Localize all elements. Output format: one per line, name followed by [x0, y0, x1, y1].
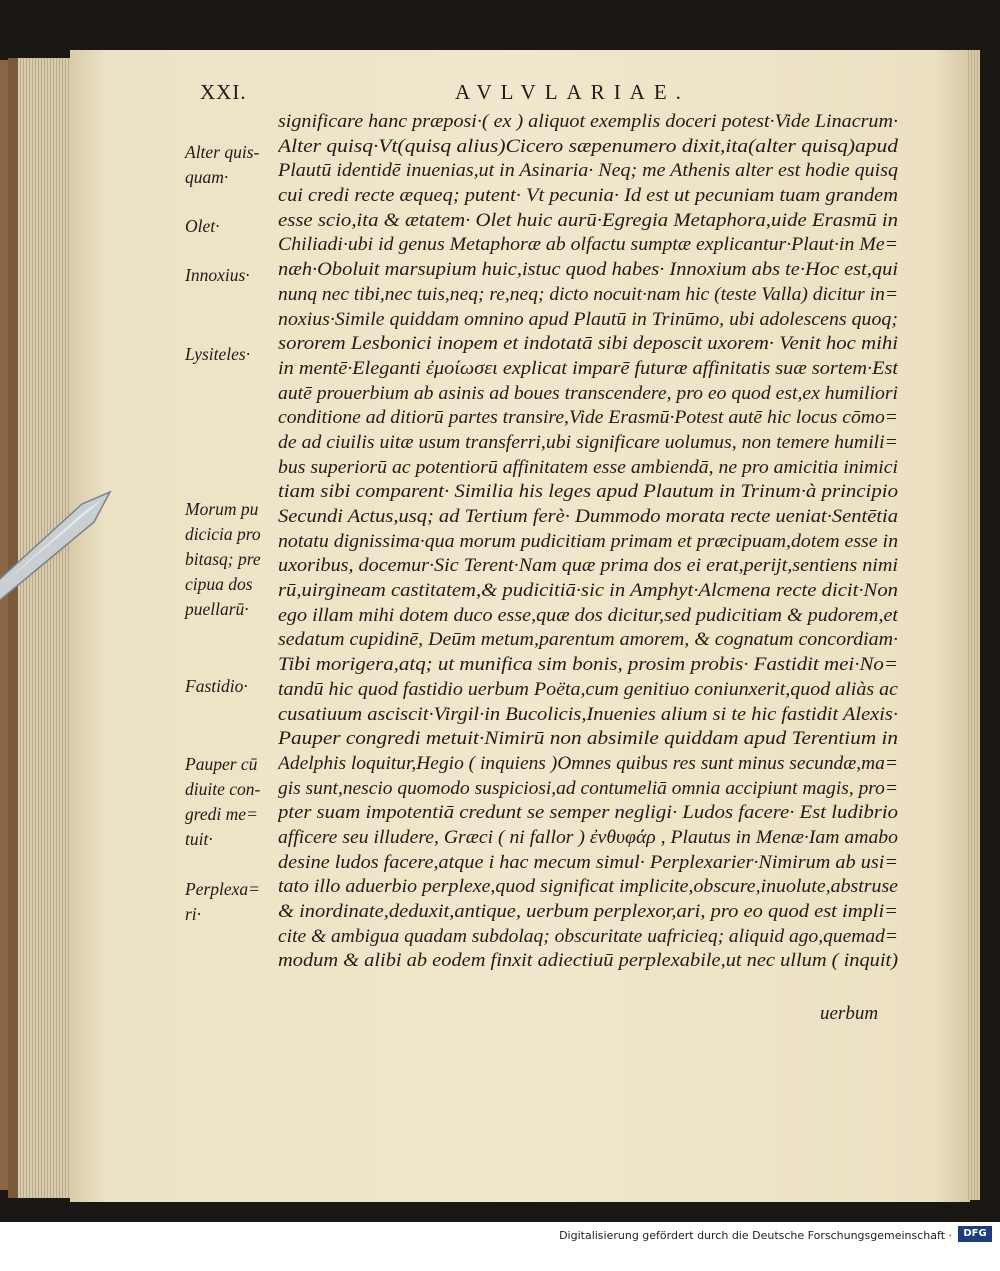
- margin-note-pauper-1: Pauper cū: [185, 754, 258, 774]
- body-line: cite & ambigua quadam subdolaq; obscuritate uafricieq; aliquid ago,quemad=: [278, 925, 898, 947]
- margin-note-alter-quisquam-1: Alter quis-: [185, 142, 260, 162]
- body-line: pter suam impotentiā credunt se semper negligi· Ludos facere· Est ludibrio: [278, 802, 898, 824]
- body-line: desine ludos facere,atque i hac mecum simul· Perplexarier·Nimirum ab usi=: [278, 851, 898, 873]
- body-line: & inordinate,deduxit,antique, uerbum perplexor,ari, pro eo quod est impli=: [278, 901, 898, 922]
- margin-note-fastidio: Fastidio·: [185, 676, 248, 696]
- body-line: autē prouerbium ab asinis ad boues transcendere, pro eo quod est,ex humiliori: [278, 382, 898, 404]
- body-line: sororem Lesbonici inopem et indotatā sibi deposcit uxorem· Venit hoc mihi: [278, 333, 898, 355]
- margin-note-morum-1: Morum pu: [185, 499, 259, 519]
- body-line: ego illam mihi dotem duco esse,quæ dos dicitur,sed pudicitiam & pudorem,et: [278, 604, 898, 626]
- body-line: tato illo aduerbio perplexe,quod significat implicite,obscure,inuolute,abstruse: [278, 876, 898, 898]
- margin-note-perplexari-1: Perplexa=: [185, 879, 260, 899]
- body-line: Chiliadi·ubi id genus Metaphoræ ab olfactu sumptæ explicantur·Plaut·in Me=: [278, 234, 898, 256]
- body-line: Secundi Actus,usq; ad Tertium ferè· Dummodo morata recte ueniat·Sentētia: [278, 506, 898, 527]
- body-line: Plautū identidē inuenias,ut in Asinaria· Neq; me Athenis alter est hodie quisq: [278, 160, 898, 182]
- margin-note-morum-5: puellarū·: [185, 599, 249, 619]
- margin-note-morum-2: dicicia pro: [185, 524, 261, 544]
- body-line: tandū hic quod fastidio uerbum Poëta,cum genitiuo coniunxerit,quod aliàs ac: [278, 678, 898, 700]
- body-line: significare hanc præposi·( ex ) aliquot exemplis doceri potest·Vide Linacrum·: [278, 111, 898, 132]
- body-line: Adelphis loquitur,Hegio ( inquiens )Omnes quibus res sunt minus secundæ,ma=: [278, 752, 898, 774]
- catchword: uerbum: [820, 1003, 879, 1024]
- body-line: nunq nec tibi,nec tuis,neq; re,neq; dicto nocuit·nam hic (teste Valla) dicitur in=: [278, 283, 898, 305]
- body-line: cui credi recte æqueq; putent· Vt pecunia· Id est ut pecuniam tuam grandem: [278, 185, 898, 207]
- body-line: uxoribus, docemur·Sic Terent·Nam quæ prima dos ei erat,perijt,sentiens nimi: [278, 555, 898, 577]
- body-line: in mentē·Eleganti ἐμοίωσει explicat imparē futuræ affinitatis suæ sortem·Est: [278, 357, 898, 379]
- body-line: notatu dignissima·qua morum pudicitiam primam et præcipuam,dotem esse in: [278, 530, 898, 552]
- body-line: afficere seu illudere, Græci ( ni fallor ) ἐνθυφάρ , Plautus in Menæ·Iam amabo: [278, 826, 898, 848]
- margin-note-perplexari-2: ri·: [185, 904, 202, 924]
- margin-note-alter-quisquam-2: quam·: [185, 167, 229, 187]
- margin-note-innoxius: Innoxius·: [185, 265, 250, 285]
- margin-note-pauper-4: tuit·: [185, 829, 213, 849]
- folio-signature: XXI.: [200, 80, 247, 104]
- body-line: esse scio,ita & ætatem· Olet huic aurū·Egregia Metaphora,uide Erasmū in: [278, 209, 898, 231]
- margin-note-pauper-2: diuite con-: [185, 779, 261, 799]
- margin-note-olet: Olet·: [185, 216, 220, 236]
- body-line: sedatum cupidinē, Deūm metum,parentum amorem, & cognatum concordiam·: [278, 629, 898, 651]
- body-line: Tibi morigera,atq; ut munifica sim bonis, prosim probis· Fastidit mei·No=: [278, 654, 898, 676]
- running-title: AVLVLARIAE.: [455, 80, 690, 104]
- margin-note-morum-3: bitasq; pre: [185, 549, 261, 569]
- margin-note-pauper-3: gredi me=: [185, 804, 258, 824]
- body-line: tiam sibi comparent· Similia his leges apud Plautum in Trinum·à principio: [278, 481, 898, 503]
- body-line: næh·Oboluit marsupium huic,istuc quod habes· Innoxium abs te·Hoc est,qui: [278, 259, 898, 281]
- body-line: cusatiuum asciscit·Virgil·in Bucolicis,Inuenies alium si te hic fastidit Alexis·: [278, 703, 898, 725]
- dfg-logo: DFG: [958, 1226, 992, 1242]
- body-line: bus superiorū ac potentiorū affinitatem esse ambiendā, ne pro amicitia inimici: [278, 456, 898, 478]
- body-line: Alter quisq·Vt(quisq alius)Cicero sæpenumero dixit,ita(alter quisq)apud: [278, 135, 898, 157]
- margin-note-lysiteles: Lysiteles·: [185, 344, 251, 364]
- pointer-stick: [0, 470, 130, 600]
- body-line: modum & alibi ab eodem finxit adiectiuū perplexabile,ut nec ullum ( inquit): [278, 950, 898, 972]
- margin-note-morum-4: cipua dos: [185, 574, 253, 594]
- body-line: gis sunt,nescio quomodo suspiciosi,ad contumeliā omnia accipiunt magis, pro=: [278, 777, 898, 799]
- digitization-credit: Digitalisierung gefördert durch die Deutsche Forschungsgemeinschaft ·: [559, 1229, 952, 1242]
- body-line: conditione ad ditiorū partes transire,Vide Erasmū·Potest autē hic locus cōmo=: [278, 407, 898, 429]
- right-page-stack: [966, 50, 980, 1200]
- body-line: rū,uirgineam castitatem,& pudicitiā·sic in Amphyt·Alcmena recte dicit·Non: [278, 580, 898, 602]
- body-text: [278, 110, 898, 974]
- body-line: Pauper congredi metuit·Nimirū non absimile quiddam apud Terentium in: [278, 728, 898, 750]
- body-line: de ad ciuilis uitæ usum transferri,ubi significare uolumus, non temere humili=: [278, 431, 898, 453]
- body-line: noxius·Simile quiddam omnino apud Plautū in Trinūmo, ubi adolescens quoq;: [278, 308, 898, 330]
